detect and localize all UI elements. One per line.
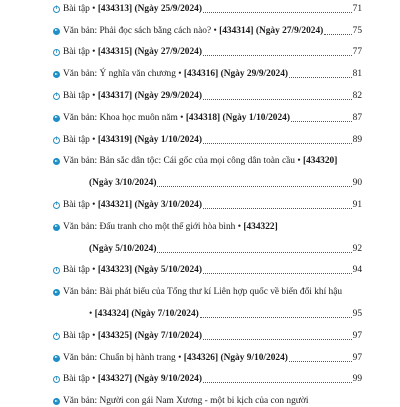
dot-leader (203, 382, 352, 383)
play-circle-icon (53, 224, 60, 231)
entry-date: (Ngày 29/9/2024) (220, 69, 289, 80)
play-circle-icon (53, 28, 60, 35)
text-label: Văn bản: (63, 25, 98, 36)
entry-text (63, 286, 342, 298)
page-number: 90 (352, 178, 362, 189)
info-circle-icon (53, 93, 60, 100)
bullet: • (178, 352, 182, 363)
entry-title: Bài phát biểu của Tổng thư kí Liên hợp quốc về biến đổi khí hậu (99, 287, 343, 298)
dot-leader (289, 361, 352, 362)
entry-date: (Ngày 3/10/2024) (134, 199, 202, 210)
entry-text (89, 177, 156, 189)
exercise-label: Bài tập (63, 199, 90, 210)
exercise-label: Bài tập (63, 374, 90, 385)
dot-leader (203, 273, 352, 274)
entry-title: Ý nghĩa văn chương (99, 69, 176, 80)
entry-date: (Ngày 7/10/2024) (134, 330, 202, 341)
bullet: • (178, 69, 182, 80)
toc-entry[interactable] (0, 80, 400, 102)
entry-text (63, 68, 288, 80)
entry-title: Phải đọc sách bằng cách nào? (99, 25, 212, 36)
entry-text (63, 134, 202, 146)
dot-leader (203, 55, 352, 56)
toc-entry[interactable] (0, 298, 400, 320)
entry-code: [434314] (219, 25, 254, 36)
entry-code: [434327] (97, 374, 133, 385)
toc-entry[interactable] (0, 37, 400, 59)
text-label: Văn bản: (63, 287, 98, 298)
bullet: • (92, 3, 96, 14)
bullet: • (92, 199, 96, 210)
play-circle-icon (53, 355, 60, 362)
entry-title: Khoa học muôn năm (99, 112, 178, 123)
entry-date: (Ngày 1/10/2024) (222, 112, 290, 123)
dot-leader (289, 77, 352, 78)
toc-entry[interactable] (0, 146, 400, 168)
entry-code: [434319] (97, 134, 133, 145)
entry-code: [434317] (97, 90, 133, 101)
bullet: • (92, 330, 96, 341)
dot-leader (203, 339, 352, 340)
entry-date: (Ngày 7/10/2024) (131, 308, 199, 319)
play-circle-icon (53, 115, 60, 122)
bullet: • (297, 156, 301, 167)
dot-leader (203, 143, 352, 144)
toc-entry[interactable] (0, 189, 400, 211)
entry-text (63, 373, 202, 385)
dot-leader (291, 121, 352, 122)
text-label: Văn bản: (63, 352, 98, 363)
entry-text (63, 264, 202, 276)
page-number: 97 (352, 352, 362, 363)
play-circle-icon (53, 158, 60, 165)
entry-code: [434325] (97, 330, 133, 341)
toc-entry[interactable] (0, 58, 400, 80)
entry-title: Đấu tranh cho một thế giới hòa bình (99, 221, 236, 232)
page-number: 99 (352, 374, 362, 385)
entry-title: Chuẩn bị hành trang (99, 352, 176, 363)
entry-text (63, 352, 288, 364)
entry-text (63, 46, 202, 58)
entry-text (89, 243, 156, 255)
entry-date: (Ngày 29/9/2024) (134, 90, 202, 101)
page-number: 81 (352, 69, 362, 80)
exercise-label: Bài tập (63, 265, 90, 276)
info-circle-icon (53, 49, 60, 56)
text-label: Văn bản: (63, 396, 98, 407)
entry-code: [434322] (243, 221, 278, 232)
page-number: 75 (352, 25, 362, 36)
toc-entry[interactable] (0, 0, 400, 15)
entry-date: (Ngày 27/9/2024) (134, 47, 202, 58)
exercise-label: Bài tập (63, 90, 90, 101)
page-number: 71 (352, 3, 362, 14)
page-number: 89 (352, 134, 362, 145)
info-circle-icon (53, 267, 60, 274)
entry-text (63, 25, 323, 37)
bullet: • (92, 374, 96, 385)
entry-code: [434318] (185, 112, 221, 123)
entry-code: [434313] (97, 3, 133, 14)
bullet: • (92, 134, 96, 145)
entry-code: [434324] (94, 308, 130, 319)
toc-entry[interactable] (0, 385, 400, 407)
page-number: 95 (352, 308, 362, 319)
entry-text (63, 221, 278, 233)
toc-entry[interactable] (0, 276, 400, 298)
toc-entry[interactable] (0, 342, 400, 364)
bullet: • (92, 90, 96, 101)
entry-code: [434326] (183, 352, 219, 363)
entry-date: (Ngày 1/10/2024) (134, 134, 202, 145)
entry-title: Bản sắc dân tộc: Cái gốc của mọi công dân toàn cầu (99, 156, 295, 167)
bullet: • (237, 221, 242, 232)
entry-text (63, 90, 202, 102)
entry-text (63, 3, 202, 15)
dot-leader (200, 317, 352, 318)
toc-entry[interactable] (0, 124, 400, 146)
toc-entry[interactable] (0, 211, 400, 233)
bullet: • (92, 47, 96, 58)
entry-date: (Ngày 9/10/2024) (220, 352, 288, 363)
page-number: 91 (352, 199, 362, 210)
page-number: 82 (352, 90, 362, 101)
dot-leader (203, 12, 352, 13)
info-circle-icon (53, 202, 60, 209)
dot-leader (203, 99, 352, 100)
play-circle-icon (53, 289, 60, 296)
exercise-label: Bài tập (63, 3, 90, 14)
entry-text (63, 330, 202, 342)
dot-leader (157, 186, 351, 187)
entry-code: [434321] (97, 199, 133, 210)
toc-entry[interactable] (0, 167, 400, 189)
dot-leader (324, 34, 351, 35)
entry-text (63, 155, 337, 167)
exercise-label: Bài tập (63, 47, 90, 58)
info-circle-icon (53, 6, 60, 13)
toc-entry[interactable] (0, 15, 400, 37)
page-number: 77 (352, 47, 362, 58)
entry-text (63, 112, 290, 124)
entry-text (63, 199, 202, 211)
text-label: Văn bản: (63, 69, 98, 80)
entry-text (89, 308, 199, 320)
toc-entry[interactable] (0, 102, 400, 124)
entry-title: Người con gái Nam Xương - một bi kịch của con người (99, 396, 309, 407)
entry-date: (Ngày 9/10/2024) (134, 374, 202, 385)
info-circle-icon (53, 376, 60, 383)
entry-date: (Ngày 5/10/2024) (134, 265, 202, 276)
dot-leader (157, 252, 351, 253)
bullet: • (213, 25, 217, 36)
bullet: • (180, 112, 184, 123)
play-circle-icon (53, 398, 60, 405)
text-label: Văn bản: (63, 112, 98, 123)
entry-code: [434316] (183, 69, 219, 80)
page-number: 87 (352, 112, 362, 123)
bullet: • (89, 308, 93, 319)
entry-date: (Ngày 5/10/2024) (89, 243, 157, 254)
entry-code: [434315] (97, 47, 133, 58)
toc-entry[interactable] (0, 233, 400, 255)
entry-date: (Ngày 25/9/2024) (134, 3, 202, 14)
bullet: • (92, 265, 96, 276)
entry-date: (Ngày 3/10/2024) (89, 178, 157, 189)
toc-entry[interactable] (0, 255, 400, 277)
info-circle-icon (53, 333, 60, 340)
page-number: 92 (352, 243, 362, 254)
toc-entry[interactable] (0, 320, 400, 342)
entry-code: [434320] (302, 156, 338, 167)
entry-code: [434323] (97, 265, 133, 276)
entry-date: (Ngày 27/9/2024) (255, 25, 324, 36)
exercise-label: Bài tập (63, 134, 90, 145)
entry-text (63, 395, 308, 407)
toc-entry[interactable] (0, 364, 400, 386)
text-label: Văn bản: (63, 156, 98, 167)
text-label: Văn bản: (63, 221, 98, 232)
page-number: 94 (352, 265, 362, 276)
info-circle-icon (53, 137, 60, 144)
play-circle-icon (53, 71, 60, 78)
exercise-label: Bài tập (63, 330, 90, 341)
page-number: 97 (352, 330, 362, 341)
dot-leader (203, 208, 352, 209)
